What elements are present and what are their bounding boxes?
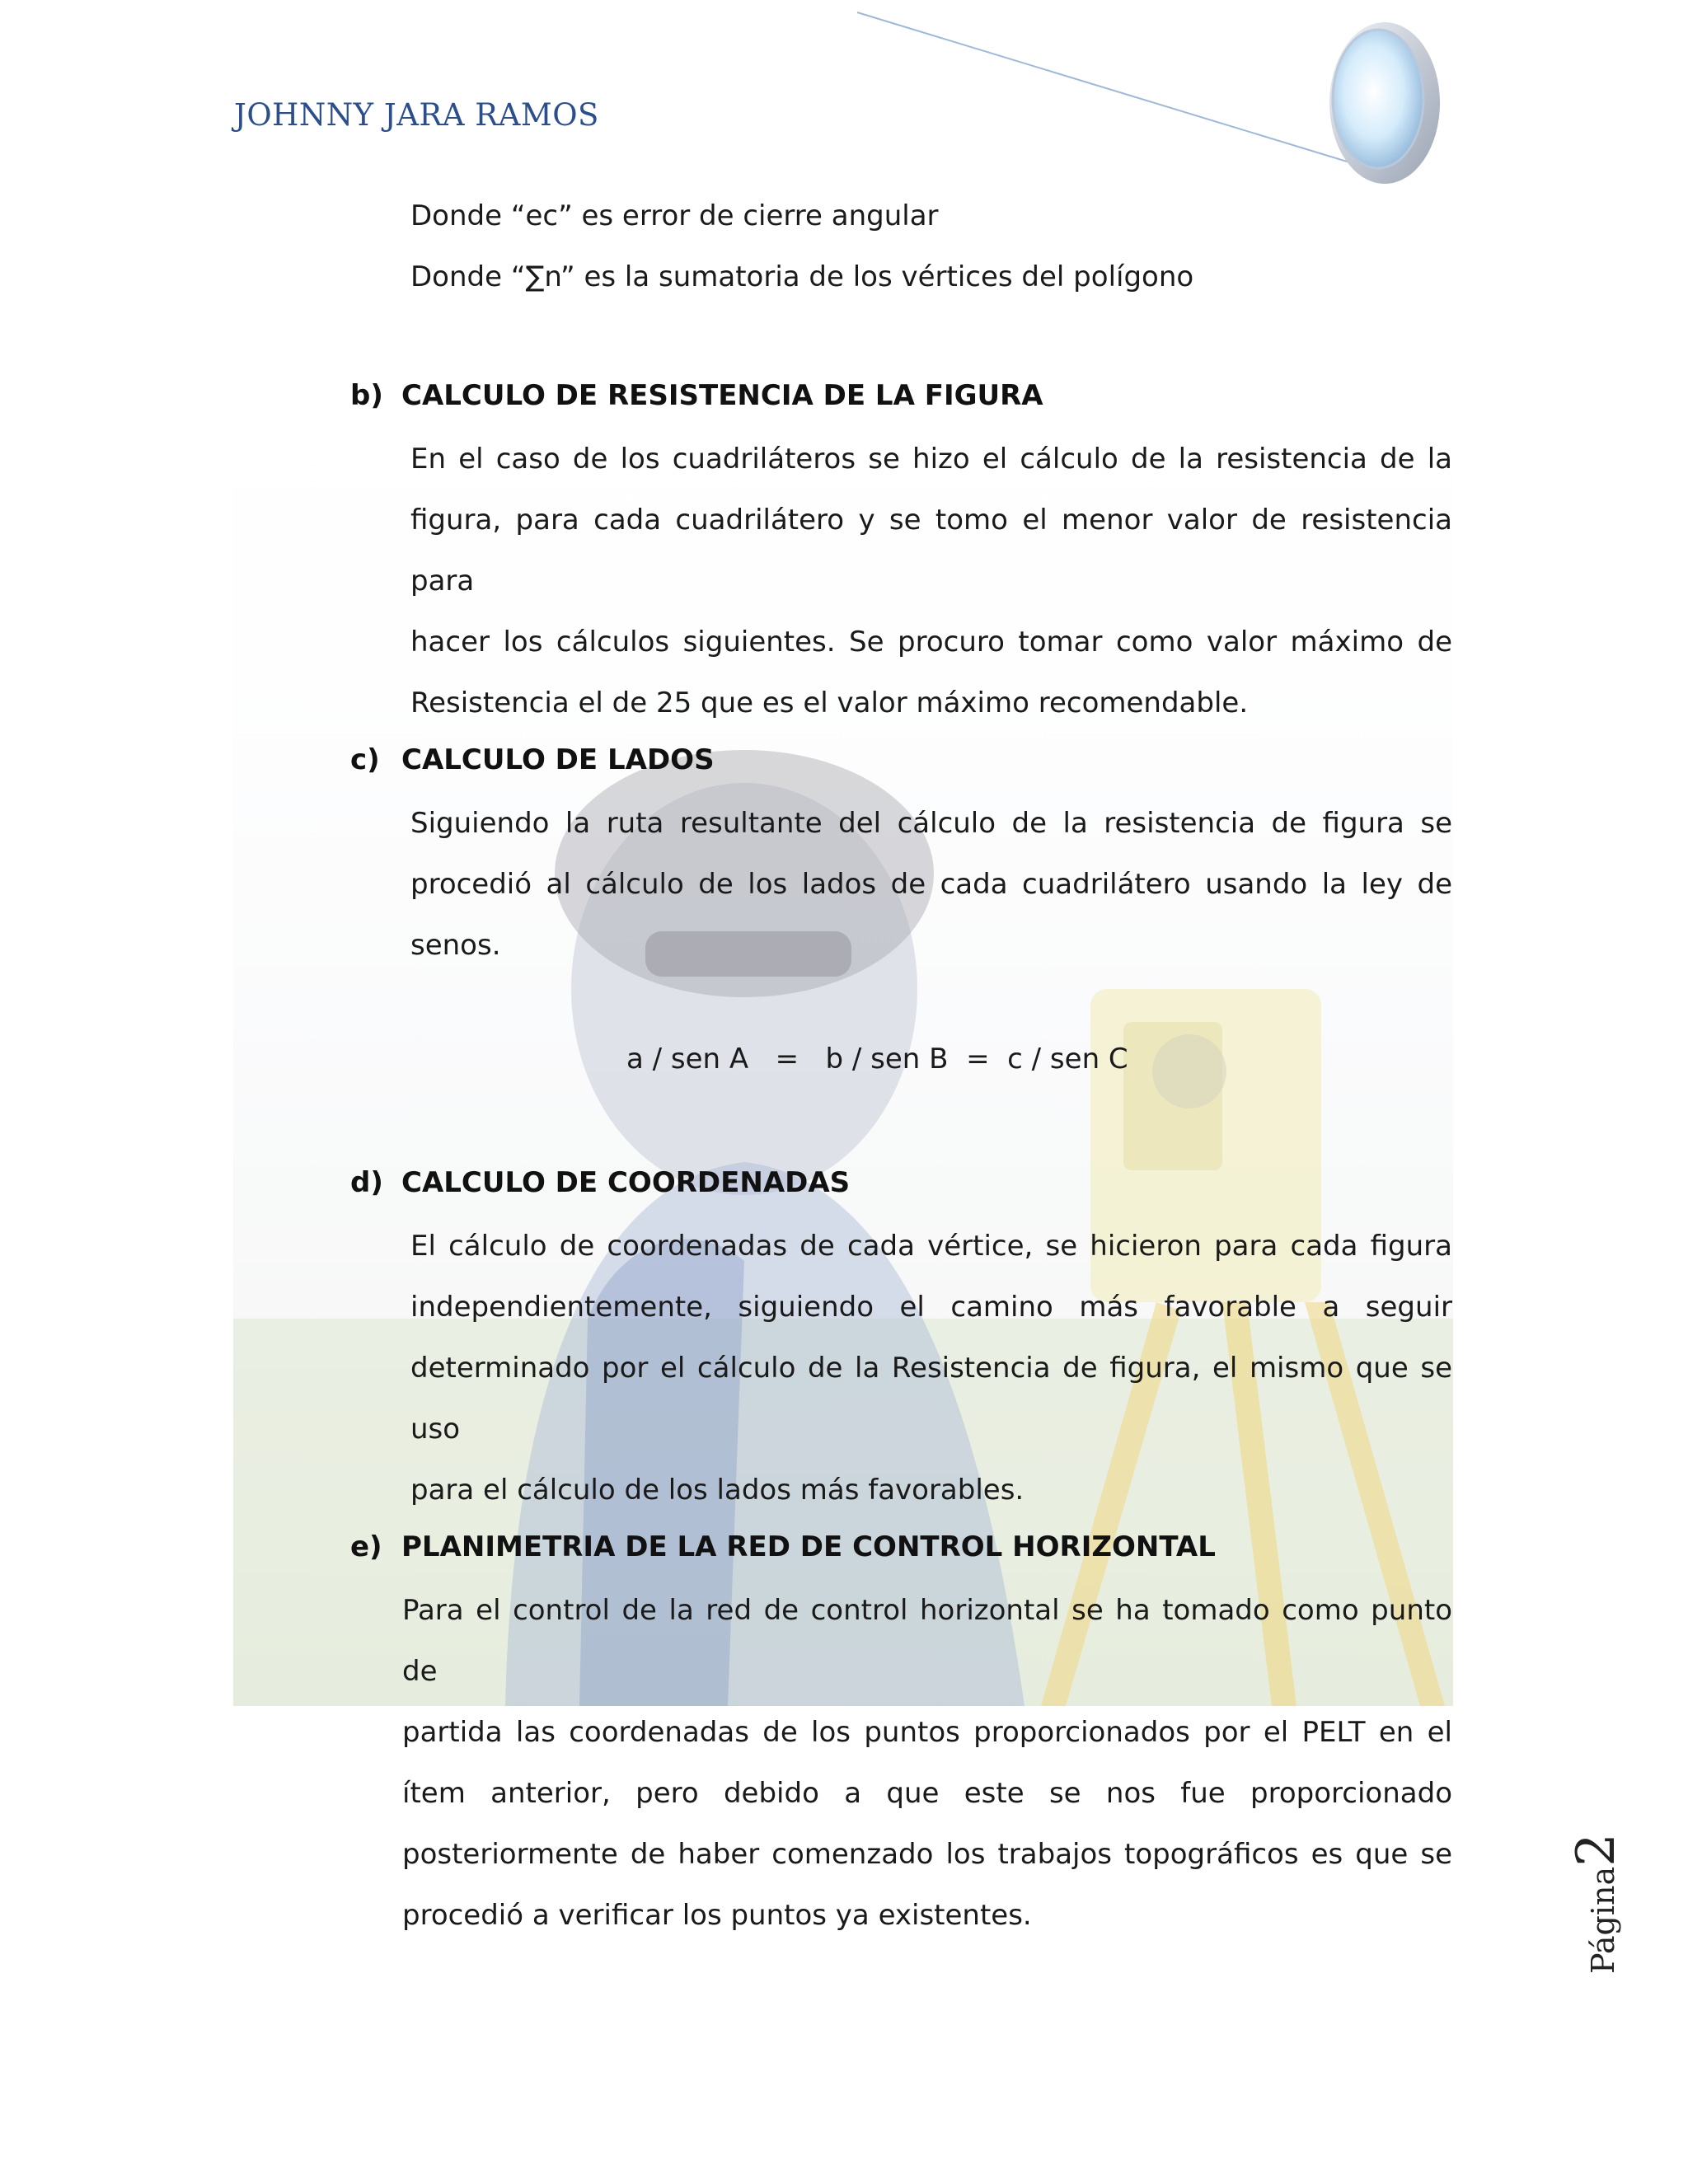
body-line: posteriormente de haber comenzado los trabajos topográficos es que se bbox=[402, 1838, 1452, 1871]
body-line: hacer los cálculos siguientes. Se procuro tomar como valor máximo de bbox=[410, 626, 1452, 658]
section-body-d bbox=[410, 1216, 1452, 1521]
section-body-c bbox=[410, 793, 1452, 976]
section-title: CALCULO DE COORDENADAS bbox=[401, 1166, 851, 1199]
intro-line: Donde “∑n” es la sumatoria de los vértices del polígono bbox=[410, 260, 1194, 293]
section-letter: d) bbox=[350, 1166, 383, 1199]
section-title: PLANIMETRIA DE LA RED DE CONTROL HORIZONTAL bbox=[401, 1530, 1216, 1563]
body-line: senos. bbox=[410, 929, 501, 962]
body-line: partida las coordenadas de los puntos proporcionados por el PELT en el bbox=[402, 1716, 1452, 1749]
body-line: En el caso de los cuadriláteros se hizo el cálculo de la resistencia de la bbox=[410, 443, 1452, 476]
body-line: independientemente, siguiendo el camino más favorable a seguir bbox=[410, 1291, 1452, 1324]
section-title: CALCULO DE LADOS bbox=[401, 743, 715, 776]
page-number-value: 2 bbox=[1566, 1833, 1627, 1867]
section-title: CALCULO DE RESISTENCIA DE LA FIGURA bbox=[401, 379, 1043, 412]
intro-line: Donde “ec” es error de cierre angular bbox=[410, 199, 939, 232]
section-body-e bbox=[402, 1580, 1452, 1946]
section-heading-b bbox=[350, 379, 1043, 412]
body-line: figura, para cada cuadrilátero y se tomo el menor valor de resistencia para bbox=[410, 504, 1452, 598]
body-line: Resistencia el de 25 que es el valor máximo recomendable. bbox=[410, 687, 1249, 719]
page-number bbox=[1566, 1833, 1627, 1974]
body-line: para el cálculo de los lados más favorables. bbox=[410, 1474, 1025, 1507]
section-heading-c bbox=[350, 743, 715, 776]
section-letter: e) bbox=[350, 1530, 382, 1563]
law-of-sines-formula: a / sen A = b / sen B = c / sen C bbox=[626, 1043, 1128, 1076]
section-heading-d bbox=[350, 1166, 850, 1199]
header-author-name: JOHNNY JARA RAMOS bbox=[234, 97, 599, 133]
section-heading-e bbox=[350, 1530, 1216, 1563]
body-line: ítem anterior, pero debido a que este se nos fue proporcionado bbox=[402, 1777, 1452, 1810]
body-line: determinado por el cálculo de la Resistencia de figura, el mismo que se uso bbox=[410, 1352, 1452, 1446]
page-label: Página bbox=[1585, 1866, 1621, 1974]
intro-paragraph bbox=[410, 185, 1452, 307]
body-line: procedió a verificar los puntos ya existentes. bbox=[402, 1899, 1032, 1932]
body-line: procedió al cálculo de los lados de cada cuadrilátero usando la ley de bbox=[410, 868, 1452, 901]
body-line: El cálculo de coordenadas de cada vértice, se hicieron para cada figura bbox=[410, 1230, 1452, 1263]
section-letter: b) bbox=[350, 379, 383, 412]
section-letter: c) bbox=[350, 743, 380, 776]
body-line: Siguiendo la ruta resultante del cálculo de la resistencia de figura se bbox=[410, 807, 1452, 840]
section-body-b bbox=[410, 429, 1452, 733]
header-decoration bbox=[849, 4, 1442, 194]
body-line: Para el control de la red de control horizontal se ha tomado como punto de bbox=[402, 1594, 1452, 1688]
